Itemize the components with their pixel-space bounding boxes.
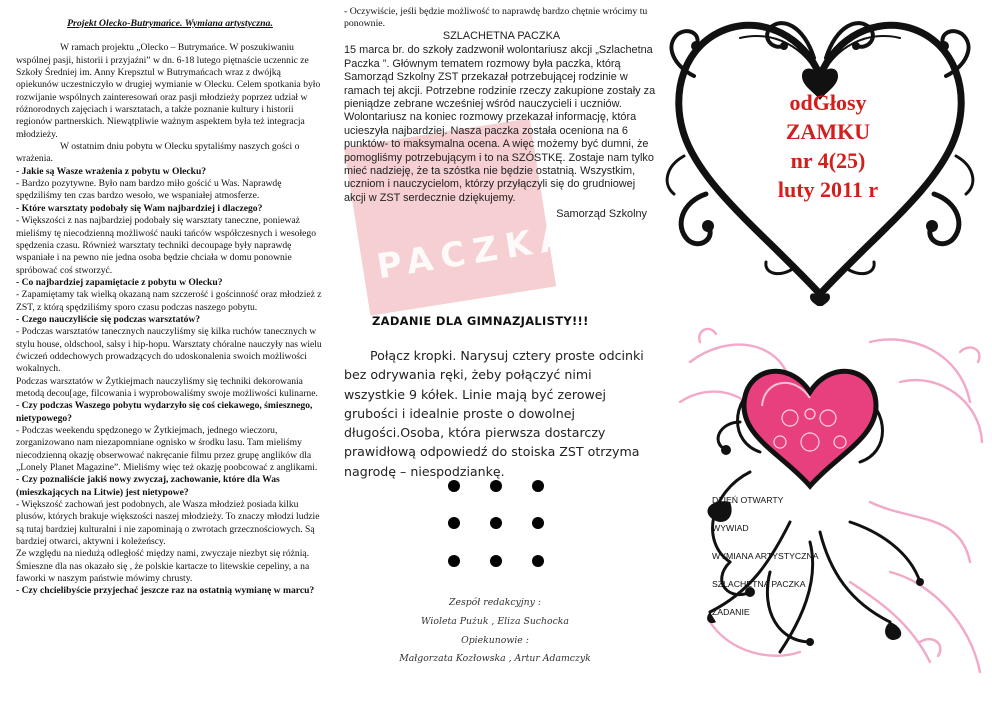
interview-question: - Czy poznaliście jakiś nowy zwyczaj, zachowanie, które dla Was (mieszkających na Litwie) jest nietypowe? bbox=[16, 474, 280, 498]
paczka-signature: Samorząd Szkolny bbox=[556, 208, 647, 221]
interview-paragraph: - Większość zachowań jest podobnych, ale Wasza młodzież posiada kilku plusów, których brakuje większości naszej młodzieży. To znaczy młodzi ludzie są tutaj bardziej kulturalni i nie zapominają o zwrotach grzecznościowych. Są bardziej otwarci, aktywni i koleżeńscy. bbox=[16, 499, 320, 548]
szlachetna-paczka-article bbox=[344, 30, 659, 222]
interview-paragraph: W ostatnim dniu pobytu w Olecku spytaliśmy naszych gości o wrażenia. bbox=[16, 141, 300, 165]
newsletter-masthead bbox=[748, 88, 908, 204]
interview-body bbox=[16, 42, 324, 597]
puzzle-dot bbox=[490, 480, 502, 492]
puzzle-dot bbox=[448, 480, 460, 492]
paczka-heading: SZLACHETNA PACZKA bbox=[442, 30, 561, 42]
interview-paragraph: - Podczas weekendu spędzonego w Żytkiejmach, jednego wieczoru, zorganizowano nam niezapomniane ognisko w środku lasu. Tam mieliśmy niecodzienną okazję obserwować nakręcanie filmu przez grupę anglików dla „Lonely Planet Magazine”. Mieliśmy więc też okazję poobcować z anglikami. bbox=[16, 425, 318, 474]
interview-question: - Czego nauczyliście się podczas warsztatów? bbox=[16, 313, 201, 325]
credits-team-label: Zespół redakcyjny : bbox=[449, 597, 541, 608]
paczka-stamp-text: PACZKA bbox=[374, 216, 577, 288]
credits-tutors-label: Opiekunowie : bbox=[461, 634, 529, 646]
masthead-title: odGłosy bbox=[789, 90, 867, 115]
table-of-contents bbox=[712, 494, 819, 634]
puzzle-dot bbox=[448, 555, 460, 567]
puzzle-dot bbox=[532, 517, 544, 529]
interview-question: - Co najbardziej zapamiętacie z pobytu w Olecku? bbox=[16, 276, 223, 288]
interview-question: - Czy podczas Waszego pobytu wydarzyło się coś ciekawego, śmiesznego, nietypowego? bbox=[16, 400, 313, 424]
puzzle-dot bbox=[490, 517, 502, 529]
interview-paragraph: - Większości z nas najbardziej podobały się warsztaty taneczne, ponieważ mieliśmy tę niecodzienną możliwość nauki tańców współczesnych i wesołego spędzenia czasu. Również warsztaty techniki decoupage były naprawdę wspaniałe i na pewno nie jedna osoba będzie chciała w domu ponownie spróbować coś stworzyć. bbox=[16, 215, 316, 276]
puzzle-dot bbox=[532, 555, 544, 567]
puzzle-dot bbox=[448, 517, 460, 529]
interview-question: - Jakie są Wasze wrażenia z pobytu w Olecku? bbox=[16, 165, 207, 177]
task-body: Połącz kropki. Narysuj cztery proste odcinki bez odrywania ręki, żeby połączyć nimi wszystkie 9 kółek. Linie mają być zerowej grubości i idealnie proste o dowolnej długości.Osoba, która pierwsza dostarczy prawidłową odpowiedź do stoiska ZST otrzyma nagrodę – niespodziankę. bbox=[344, 348, 644, 479]
paczka-body: 15 marca br. do szkoły zadzwonił wolontariusz akcji „Szlachetna Paczka ”. Głównym tematem rozmowy była paczka, którą Samorząd Szkolny ZST przekazał potrzebującej rodzinie w ramach tej akcji. Potrzebne rodzinie rzeczy zakupione zostały za pieniądze zebrane wcześniej wśród nauczycieli i uczniów. Wolontariusz na koniec rozmowy przekazał informację, która ucieszyła najbardziej. Nasza paczka została oceniona na 6 punktów- to maksymalna ocena. A więc możemy być dumni, że pomogliśmy potrzebującym i to na SZÓSTKĘ. Zostaje nam tylko mieć nadzieję, że ta szóstka nie będzie ostatnią. Wszystkim, uczniom i nauczycielom, którzy przyłączyli się do grudniowej akcji w ZST serdecznie dziękujemy. bbox=[344, 44, 656, 204]
toc-item: SZLACHETNA PACZKA bbox=[712, 579, 806, 589]
toc-item: DZIEŃ OTWARTY bbox=[712, 495, 784, 505]
masthead-issue: nr 4(25) bbox=[790, 148, 866, 173]
toc-item: WYMIANA ARTYSTYCZNA bbox=[712, 551, 819, 561]
toc-item: WYWIAD bbox=[712, 523, 749, 533]
interview-paragraph: - Zapamiętamy tak wielką okazaną nam szczerość i gościnność oraz młodzież z ZST, z którą spędziliśmy sporo czasu podczas naszego pobytu. bbox=[16, 289, 322, 313]
middle-column bbox=[336, 6, 656, 31]
interview-question: - Czy chcielibyście przyjechać jeszcze raz na ostatnią wymianę w marcu? bbox=[16, 585, 315, 597]
credits-team-names: Wioleta Pużuk , Eliza Suchocka bbox=[421, 615, 569, 627]
interview-answer-last: - Oczywiście, jeśli będzie możliwość to naprawdę bardzo chętnie wrócimy tu ponownie. bbox=[344, 6, 648, 30]
puzzle-dot bbox=[532, 480, 544, 492]
nine-dots-puzzle bbox=[448, 480, 588, 580]
interview-paragraph: W ramach projektu „Olecko – Butrymańce. W poszukiwaniu wspólnej pasji, historii i przyjaźni” w dn. 6-18 lutego piętnaście uczennic ze Szkoły Średniej im. Anny Krepsztul w Butrymańcach wraz z dwójką opiekunów uczestniczyło w drugiej wymianie w Olecku. Celem spotkania było rozwijanie wspólnych zainteresowań oraz pasji młodzieży poprzez udział w różnorodnych zajęciach i warsztatach, a także poznanie kultury i historii regionów partnerskich. Niewątpliwie ważnym aspektem była też integracja młodzieży. bbox=[16, 42, 321, 140]
editorial-credits bbox=[380, 594, 610, 669]
article-title: Projekt Olecko-Butrymańce. Wymiana artystyczna. bbox=[67, 18, 273, 29]
task-heading: ZADANIE DLA GIMNAZJALISTY!!! bbox=[372, 314, 589, 328]
interview-paragraph: Podczas warsztatów w Żytkiejmach nauczyliśmy się techniki dekorowania metodą decou[age, filcowania i wyprobowaliśmy swoje możliwości kulinarne. bbox=[16, 375, 318, 399]
interview-paragraph: - Bardzo pozytywne. Było nam bardzo miło gościć u Was. Naprawdę spędziliśmy ten czas bardzo wesoło, we wspaniałej atmosferze. bbox=[16, 178, 282, 202]
interview-paragraph: Ze względu na niedużą odległość między nami, zwyczaje niezbyt się różnią. Śmieszne dla nas okazało się , że polskie kartacze to litewskie cepeliny, a na faworki w naszym państwie mówimy chrusty. bbox=[16, 548, 310, 585]
masthead-date: luty 2011 r bbox=[777, 177, 879, 202]
interview-column bbox=[16, 18, 324, 598]
puzzle-dot bbox=[490, 555, 502, 567]
credits-tutors-names: Małgorzata Kozłowska , Artur Adamczyk bbox=[399, 653, 591, 665]
masthead-subtitle: ZAMKU bbox=[785, 119, 871, 144]
interview-question: - Które warsztaty podobały się Wam najbardziej i dlaczego? bbox=[16, 202, 263, 214]
toc-item: ZADANIE bbox=[712, 607, 750, 617]
interview-paragraph: - Podczas warsztatów tanecznych nauczyliśmy się kilka ruchów tanecznych w stylu house, oldschool, salsy i hip-hopu. Warsztaty chóralne nauczyły nas wielu ćwiczeń oddechowych prowadzących do udoskonalenia swoich możliwości wokalnych. bbox=[16, 326, 322, 375]
task-article bbox=[344, 346, 654, 481]
